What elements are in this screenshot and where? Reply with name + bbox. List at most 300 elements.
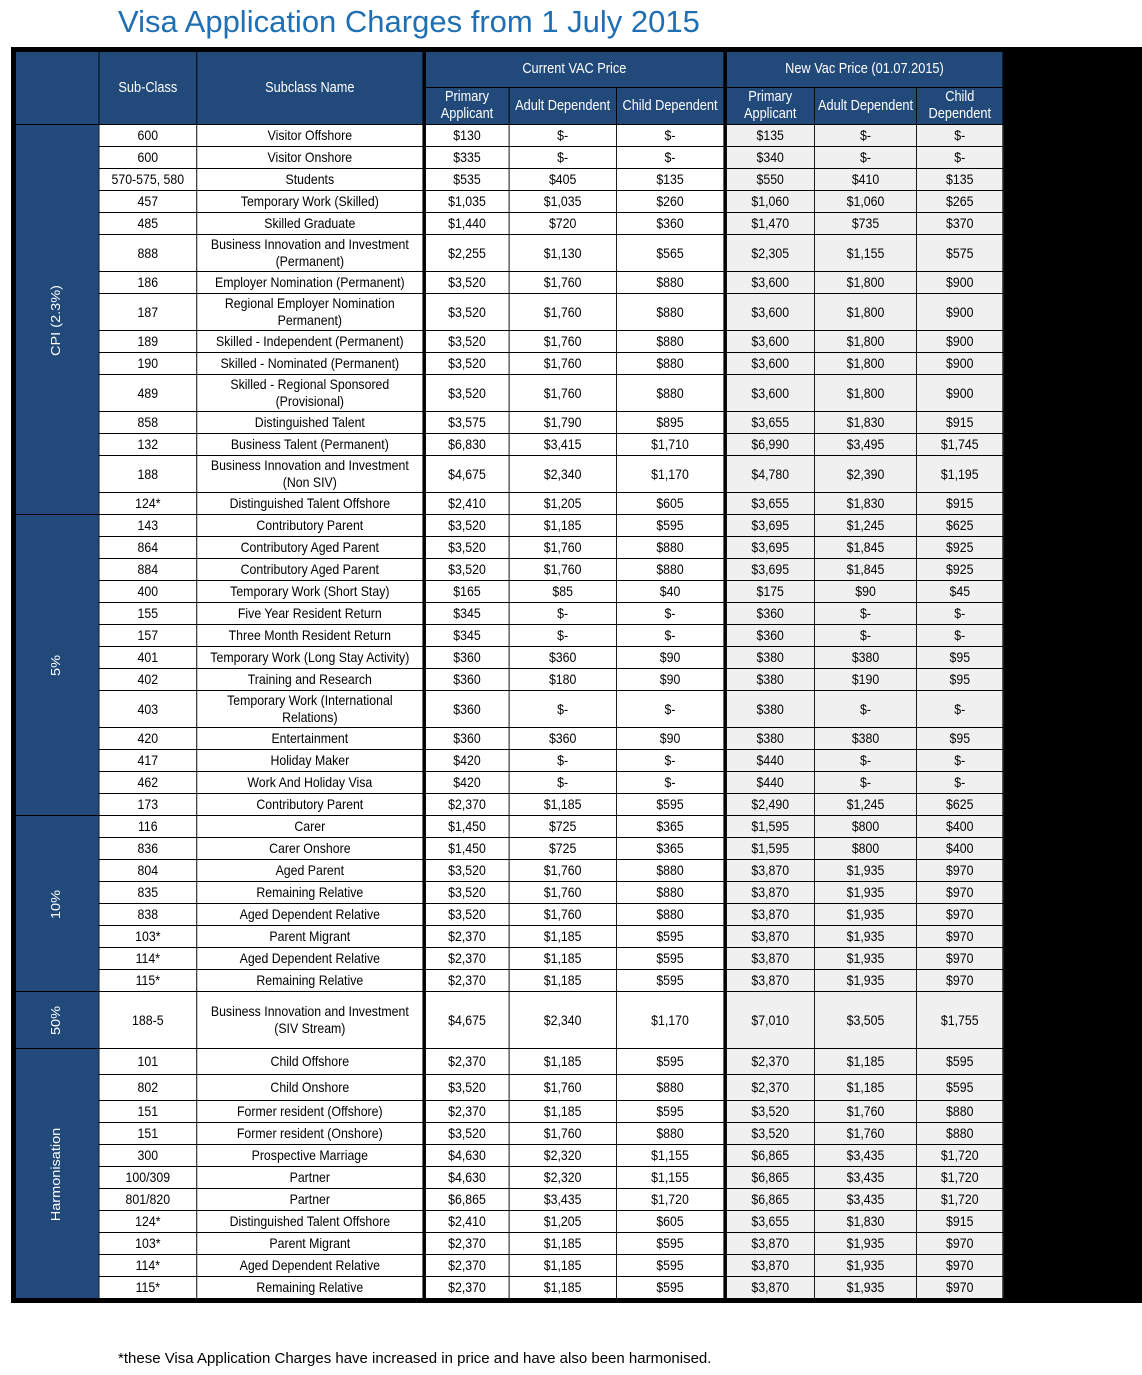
current-adult-cell: $1,185 <box>509 1255 617 1277</box>
new-primary-cell: $6,865 <box>725 1189 815 1211</box>
current-adult-cell: $1,760 <box>509 353 617 375</box>
new-child-cell: $95 <box>917 647 1003 669</box>
new-adult-cell: $- <box>814 625 916 647</box>
new-child-cell: $970 <box>917 882 1003 904</box>
current-adult-cell: $1,790 <box>509 412 617 434</box>
subclass-cell: 124* <box>99 493 197 515</box>
current-child-cell: $880 <box>617 559 725 581</box>
subclass-name-cell: Temporary Work (Skilled) <box>197 191 424 213</box>
subclass-name-cell: Business Innovation and Investment (Permanent) <box>197 235 424 272</box>
subclass-name-cell: Partner <box>197 1189 424 1211</box>
current-child-cell: $1,170 <box>617 456 725 493</box>
subclass-cell: 801/820 <box>99 1189 197 1211</box>
new-primary-cell: $3,600 <box>725 331 815 353</box>
current-child-cell: $595 <box>617 926 725 948</box>
current-adult-cell: $- <box>509 750 617 772</box>
new-adult-cell: $- <box>814 125 916 147</box>
subclass-cell: 600 <box>99 125 197 147</box>
subclass-cell: 188-5 <box>99 992 197 1049</box>
current-primary-cell: $1,035 <box>424 191 509 213</box>
table-row <box>15 125 1002 147</box>
new-child-cell: $880 <box>917 1123 1003 1145</box>
current-primary-cell: $420 <box>424 772 509 794</box>
current-child-cell: $595 <box>617 1049 725 1075</box>
subclass-name-cell: Distinguished Talent Offshore <box>197 493 424 515</box>
subclass-name-header: Subclass Name <box>197 52 424 125</box>
subclass-name-cell: Distinguished Talent <box>197 412 424 434</box>
subclass-name-cell: Work And Holiday Visa <box>197 772 424 794</box>
subclass-name-cell: Aged Parent <box>197 860 424 882</box>
subclass-cell: 489 <box>99 375 197 412</box>
subclass-cell: 143 <box>99 515 197 537</box>
current-child-cell: $880 <box>617 537 725 559</box>
current-adult-cell: $180 <box>509 669 617 691</box>
new-primary-cell: $3,655 <box>725 412 815 434</box>
subclass-cell: 100/309 <box>99 1167 197 1189</box>
current-primary-cell: $3,520 <box>424 559 509 581</box>
new-child-cell: $135 <box>917 169 1003 191</box>
subclass-name-cell: Business Talent (Permanent) <box>197 434 424 456</box>
subclass-name-cell: Remaining Relative <box>197 882 424 904</box>
current-child-cell: $880 <box>617 904 725 926</box>
new-primary-cell: $7,010 <box>725 992 815 1049</box>
current-primary-cell: $1,450 <box>424 816 509 838</box>
current-primary-cell: $345 <box>424 603 509 625</box>
table-row <box>15 1189 1002 1211</box>
group-header <box>15 52 98 125</box>
subclass-name-cell: Skilled - Nominated (Permanent) <box>197 353 424 375</box>
new-child-cell: $1,745 <box>917 434 1003 456</box>
current-adult-cell: $1,760 <box>509 537 617 559</box>
current-adult-cell: $1,760 <box>509 1075 617 1101</box>
new-primary-cell: $3,655 <box>725 1211 815 1233</box>
new-primary-cell: $2,370 <box>725 1075 815 1101</box>
subclass-name-cell: Partner <box>197 1167 424 1189</box>
current-primary-cell: $2,370 <box>424 1233 509 1255</box>
group-label: CPI (2.3%) <box>49 284 64 356</box>
current-child-cell: $135 <box>617 169 725 191</box>
new-adult-cell: $410 <box>814 169 916 191</box>
current-adult-header: Adult Dependent <box>509 88 617 125</box>
new-child-cell: $- <box>917 147 1003 169</box>
table-row <box>15 375 1002 412</box>
subclass-cell: 838 <box>99 904 197 926</box>
new-primary-cell: $4,780 <box>725 456 815 493</box>
subclass-name-cell: Skilled Graduate <box>197 213 424 235</box>
current-child-cell: $880 <box>617 353 725 375</box>
current-child-cell: $- <box>617 772 725 794</box>
new-child-cell: $625 <box>917 794 1003 816</box>
current-child-cell: $880 <box>617 1123 725 1145</box>
new-child-cell: $95 <box>917 669 1003 691</box>
new-child-cell: $900 <box>917 294 1003 331</box>
current-adult-cell: $1,760 <box>509 882 617 904</box>
new-child-cell: $265 <box>917 191 1003 213</box>
current-primary-cell: $6,830 <box>424 434 509 456</box>
table-row <box>15 728 1002 750</box>
current-adult-cell: $1,185 <box>509 926 617 948</box>
table-row <box>15 1075 1002 1101</box>
current-child-cell: $880 <box>617 1075 725 1101</box>
current-child-cell: $- <box>617 147 725 169</box>
current-primary-cell: $2,370 <box>424 794 509 816</box>
subclass-cell: 401 <box>99 647 197 669</box>
new-adult-cell: $1,830 <box>814 493 916 515</box>
new-adult-cell: $1,935 <box>814 904 916 926</box>
current-primary-cell: $2,410 <box>424 493 509 515</box>
new-child-cell: $370 <box>917 213 1003 235</box>
new-child-cell: $625 <box>917 515 1003 537</box>
new-adult-cell: $1,800 <box>814 353 916 375</box>
subclass-name-cell: Contributory Aged Parent <box>197 559 424 581</box>
subclass-name-cell: Business Innovation and Investment (Non SIV) <box>197 456 424 493</box>
new-primary-cell: $2,370 <box>725 1049 815 1075</box>
new-child-cell: $970 <box>917 860 1003 882</box>
new-primary-cell: $3,695 <box>725 559 815 581</box>
subclass-name-cell: Parent Migrant <box>197 926 424 948</box>
current-primary-cell: $2,370 <box>424 1277 509 1299</box>
current-child-cell: $605 <box>617 493 725 515</box>
current-primary-cell: $3,520 <box>424 1123 509 1145</box>
new-primary-cell: $175 <box>725 581 815 603</box>
new-adult-cell: $1,060 <box>814 191 916 213</box>
table-row <box>15 235 1002 272</box>
table-row <box>15 882 1002 904</box>
new-primary-cell: $6,865 <box>725 1145 815 1167</box>
subclass-name-cell: Entertainment <box>197 728 424 750</box>
new-child-cell: $400 <box>917 838 1003 860</box>
subclass-name-cell: Aged Dependent Relative <box>197 904 424 926</box>
subclass-cell: 400 <box>99 581 197 603</box>
current-adult-cell: $720 <box>509 213 617 235</box>
table-row <box>15 581 1002 603</box>
table-row <box>15 515 1002 537</box>
table-row <box>15 816 1002 838</box>
current-child-cell: $1,155 <box>617 1167 725 1189</box>
table-row <box>15 948 1002 970</box>
current-primary-cell: $3,520 <box>424 882 509 904</box>
table-row <box>15 1167 1002 1189</box>
current-child-cell: $880 <box>617 860 725 882</box>
subclass-cell: 864 <box>99 537 197 559</box>
current-primary-cell: $4,675 <box>424 456 509 493</box>
current-adult-cell: $1,185 <box>509 1233 617 1255</box>
current-primary-cell: $345 <box>424 625 509 647</box>
vac-table-container <box>11 47 1142 1303</box>
current-child-cell: $1,720 <box>617 1189 725 1211</box>
subclass-name-cell: Child Offshore <box>197 1049 424 1075</box>
current-adult-cell: $2,340 <box>509 456 617 493</box>
current-primary-cell: $1,440 <box>424 213 509 235</box>
new-primary-cell: $3,655 <box>725 493 815 515</box>
subclass-name-cell: Skilled - Regional Sponsored (Provisional) <box>197 375 424 412</box>
table-row <box>15 456 1002 493</box>
new-adult-cell: $1,800 <box>814 375 916 412</box>
current-adult-cell: $2,320 <box>509 1167 617 1189</box>
subclass-cell: 116 <box>99 816 197 838</box>
new-primary-cell: $1,470 <box>725 213 815 235</box>
table-row <box>15 353 1002 375</box>
current-child-cell: $40 <box>617 581 725 603</box>
subclass-cell: 132 <box>99 434 197 456</box>
subclass-cell: 884 <box>99 559 197 581</box>
new-primary-cell: $6,865 <box>725 1167 815 1189</box>
new-adult-cell: $1,155 <box>814 235 916 272</box>
table-row <box>15 1145 1002 1167</box>
current-primary-cell: $360 <box>424 669 509 691</box>
table-row <box>15 838 1002 860</box>
current-primary-cell: $2,255 <box>424 235 509 272</box>
new-adult-cell: $735 <box>814 213 916 235</box>
current-adult-cell: $- <box>509 772 617 794</box>
subclass-cell: 186 <box>99 272 197 294</box>
new-primary-cell: $360 <box>725 603 815 625</box>
new-child-cell: $925 <box>917 537 1003 559</box>
current-primary-cell: $2,410 <box>424 1211 509 1233</box>
new-adult-cell: $1,830 <box>814 412 916 434</box>
subclass-cell: 403 <box>99 691 197 728</box>
current-primary-cell: $360 <box>424 728 509 750</box>
current-child-cell: $1,710 <box>617 434 725 456</box>
table-row <box>15 331 1002 353</box>
current-adult-cell: $2,320 <box>509 1145 617 1167</box>
table-row <box>15 1049 1002 1075</box>
new-primary-cell: $3,600 <box>725 272 815 294</box>
current-primary-cell: $2,370 <box>424 1049 509 1075</box>
new-adult-cell: $3,495 <box>814 434 916 456</box>
table-row <box>15 1101 1002 1123</box>
new-child-cell: $970 <box>917 1277 1003 1299</box>
new-child-cell: $95 <box>917 728 1003 750</box>
current-adult-cell: $3,415 <box>509 434 617 456</box>
current-adult-cell: $1,205 <box>509 493 617 515</box>
current-child-cell: $595 <box>617 1101 725 1123</box>
table-row <box>15 213 1002 235</box>
new-child-cell: $915 <box>917 412 1003 434</box>
subclass-cell: 485 <box>99 213 197 235</box>
group-label: 10% <box>49 889 64 919</box>
table-row <box>15 1211 1002 1233</box>
new-child-cell: $- <box>917 691 1003 728</box>
current-adult-cell: $- <box>509 691 617 728</box>
new-child-cell: $- <box>917 772 1003 794</box>
current-primary-cell: $3,520 <box>424 331 509 353</box>
new-adult-cell: $3,505 <box>814 992 916 1049</box>
table-row <box>15 537 1002 559</box>
new-adult-cell: $3,435 <box>814 1167 916 1189</box>
new-primary-cell: $360 <box>725 625 815 647</box>
current-child-cell: $565 <box>617 235 725 272</box>
new-child-cell: $45 <box>917 581 1003 603</box>
vac-table-body <box>15 125 1002 1299</box>
current-adult-cell: $1,185 <box>509 970 617 992</box>
group-label-cell <box>15 992 98 1049</box>
table-row <box>15 169 1002 191</box>
table-row <box>15 147 1002 169</box>
new-adult-cell: $3,435 <box>814 1189 916 1211</box>
new-child-cell: $595 <box>917 1049 1003 1075</box>
new-primary-cell: $1,595 <box>725 816 815 838</box>
new-primary-cell: $2,490 <box>725 794 815 816</box>
subclass-name-cell: Three Month Resident Return <box>197 625 424 647</box>
subclass-name-cell: Former resident (Offshore) <box>197 1101 424 1123</box>
new-primary-cell: $3,695 <box>725 515 815 537</box>
subclass-cell: 155 <box>99 603 197 625</box>
subclass-name-cell: Distinguished Talent Offshore <box>197 1211 424 1233</box>
new-adult-cell: $1,185 <box>814 1075 916 1101</box>
current-primary-cell: $3,520 <box>424 294 509 331</box>
subclass-cell: 802 <box>99 1075 197 1101</box>
new-primary-cell: $380 <box>725 669 815 691</box>
subclass-cell: 124* <box>99 1211 197 1233</box>
current-child-cell: $- <box>617 625 725 647</box>
new-adult-cell: $1,935 <box>814 1255 916 1277</box>
new-child-cell: $970 <box>917 970 1003 992</box>
new-primary-cell: $3,520 <box>725 1123 815 1145</box>
new-primary-cell: $380 <box>725 728 815 750</box>
current-adult-cell: $360 <box>509 728 617 750</box>
new-child-cell: $900 <box>917 331 1003 353</box>
new-primary-cell: $3,520 <box>725 1101 815 1123</box>
current-primary-cell: $335 <box>424 147 509 169</box>
new-adult-cell: $3,435 <box>814 1145 916 1167</box>
current-primary-cell: $3,520 <box>424 1075 509 1101</box>
current-adult-cell: $1,760 <box>509 860 617 882</box>
current-adult-cell: $1,185 <box>509 948 617 970</box>
subclass-cell: 300 <box>99 1145 197 1167</box>
new-adult-cell: $- <box>814 603 916 625</box>
current-adult-cell: $3,435 <box>509 1189 617 1211</box>
new-child-cell: $970 <box>917 948 1003 970</box>
table-row <box>15 603 1002 625</box>
new-adult-cell: $1,935 <box>814 970 916 992</box>
current-adult-cell: $1,760 <box>509 904 617 926</box>
new-adult-cell: $- <box>814 147 916 169</box>
new-adult-cell: $1,935 <box>814 1233 916 1255</box>
current-primary-cell: $3,520 <box>424 860 509 882</box>
current-adult-cell: $725 <box>509 838 617 860</box>
current-primary-cell: $6,865 <box>424 1189 509 1211</box>
new-adult-cell: $1,800 <box>814 331 916 353</box>
subclass-name-cell: Temporary Work (International Relations) <box>197 691 424 728</box>
current-primary-cell: $360 <box>424 647 509 669</box>
table-row <box>15 669 1002 691</box>
table-row <box>15 647 1002 669</box>
current-child-cell: $90 <box>617 669 725 691</box>
new-primary-cell: $2,305 <box>725 235 815 272</box>
new-adult-cell: $800 <box>814 816 916 838</box>
current-adult-cell: $- <box>509 625 617 647</box>
new-primary-cell: $1,595 <box>725 838 815 860</box>
subclass-cell: 190 <box>99 353 197 375</box>
current-child-header: Child Dependent <box>617 88 725 125</box>
subclass-name-cell: Temporary Work (Short Stay) <box>197 581 424 603</box>
current-primary-cell: $3,520 <box>424 272 509 294</box>
current-child-cell: $260 <box>617 191 725 213</box>
current-primary-cell: $535 <box>424 169 509 191</box>
new-child-cell: $970 <box>917 1233 1003 1255</box>
table-row <box>15 1277 1002 1299</box>
table-row <box>15 434 1002 456</box>
group-label-cell <box>15 1049 98 1299</box>
current-primary-cell: $2,370 <box>424 948 509 970</box>
table-row <box>15 992 1002 1049</box>
new-adult-cell: $- <box>814 772 916 794</box>
current-adult-cell: $- <box>509 125 617 147</box>
new-child-cell: $595 <box>917 1075 1003 1101</box>
current-adult-cell: $85 <box>509 581 617 603</box>
new-child-cell: $1,720 <box>917 1145 1003 1167</box>
table-row <box>15 691 1002 728</box>
table-row <box>15 191 1002 213</box>
subclass-name-cell: Temporary Work (Long Stay Activity) <box>197 647 424 669</box>
new-primary-cell: $135 <box>725 125 815 147</box>
new-child-header: Child Dependent <box>917 88 1003 125</box>
new-primary-cell: $3,870 <box>725 926 815 948</box>
new-primary-cell: $380 <box>725 647 815 669</box>
new-adult-cell: $800 <box>814 838 916 860</box>
new-child-cell: $970 <box>917 904 1003 926</box>
current-child-cell: $880 <box>617 294 725 331</box>
new-primary-cell: $3,600 <box>725 375 815 412</box>
current-child-cell: $605 <box>617 1211 725 1233</box>
new-child-cell: $915 <box>917 1211 1003 1233</box>
new-primary-cell: $3,695 <box>725 537 815 559</box>
new-primary-cell: $6,990 <box>725 434 815 456</box>
new-child-cell: $1,755 <box>917 992 1003 1049</box>
subclass-cell: 114* <box>99 948 197 970</box>
new-primary-cell: $3,870 <box>725 860 815 882</box>
subclass-name-cell: Visitor Offshore <box>197 125 424 147</box>
new-primary-cell: $3,870 <box>725 970 815 992</box>
new-child-cell: $- <box>917 625 1003 647</box>
current-adult-cell: $405 <box>509 169 617 191</box>
current-adult-cell: $1,185 <box>509 515 617 537</box>
group-label: Harmonisation <box>49 1127 64 1221</box>
current-primary-cell: $1,450 <box>424 838 509 860</box>
current-child-cell: $- <box>617 750 725 772</box>
current-child-cell: $880 <box>617 331 725 353</box>
table-row <box>15 970 1002 992</box>
current-child-cell: $595 <box>617 515 725 537</box>
new-adult-cell: $- <box>814 691 916 728</box>
current-child-cell: $595 <box>617 1255 725 1277</box>
new-adult-header: Adult Dependent <box>814 88 916 125</box>
new-adult-cell: $1,800 <box>814 294 916 331</box>
current-child-cell: $895 <box>617 412 725 434</box>
new-adult-cell: $1,845 <box>814 559 916 581</box>
current-adult-cell: $1,185 <box>509 1049 617 1075</box>
vac-table <box>15 51 1003 1299</box>
current-child-cell: $595 <box>617 1233 725 1255</box>
subclass-name-cell: Carer Onshore <box>197 838 424 860</box>
table-row <box>15 772 1002 794</box>
table-row <box>15 493 1002 515</box>
table-row <box>15 1255 1002 1277</box>
table-row <box>15 272 1002 294</box>
page-title: Visa Application Charges from 1 July 2015 <box>118 4 700 39</box>
subclass-cell: 804 <box>99 860 197 882</box>
current-primary-cell: $360 <box>424 691 509 728</box>
new-child-cell: $900 <box>917 272 1003 294</box>
new-primary-cell: $3,870 <box>725 1233 815 1255</box>
current-adult-cell: $1,185 <box>509 1277 617 1299</box>
subclass-cell: 114* <box>99 1255 197 1277</box>
subclass-cell: 457 <box>99 191 197 213</box>
subclass-name-cell: Child Onshore <box>197 1075 424 1101</box>
new-child-cell: $- <box>917 750 1003 772</box>
subclass-cell: 570-575, 580 <box>99 169 197 191</box>
